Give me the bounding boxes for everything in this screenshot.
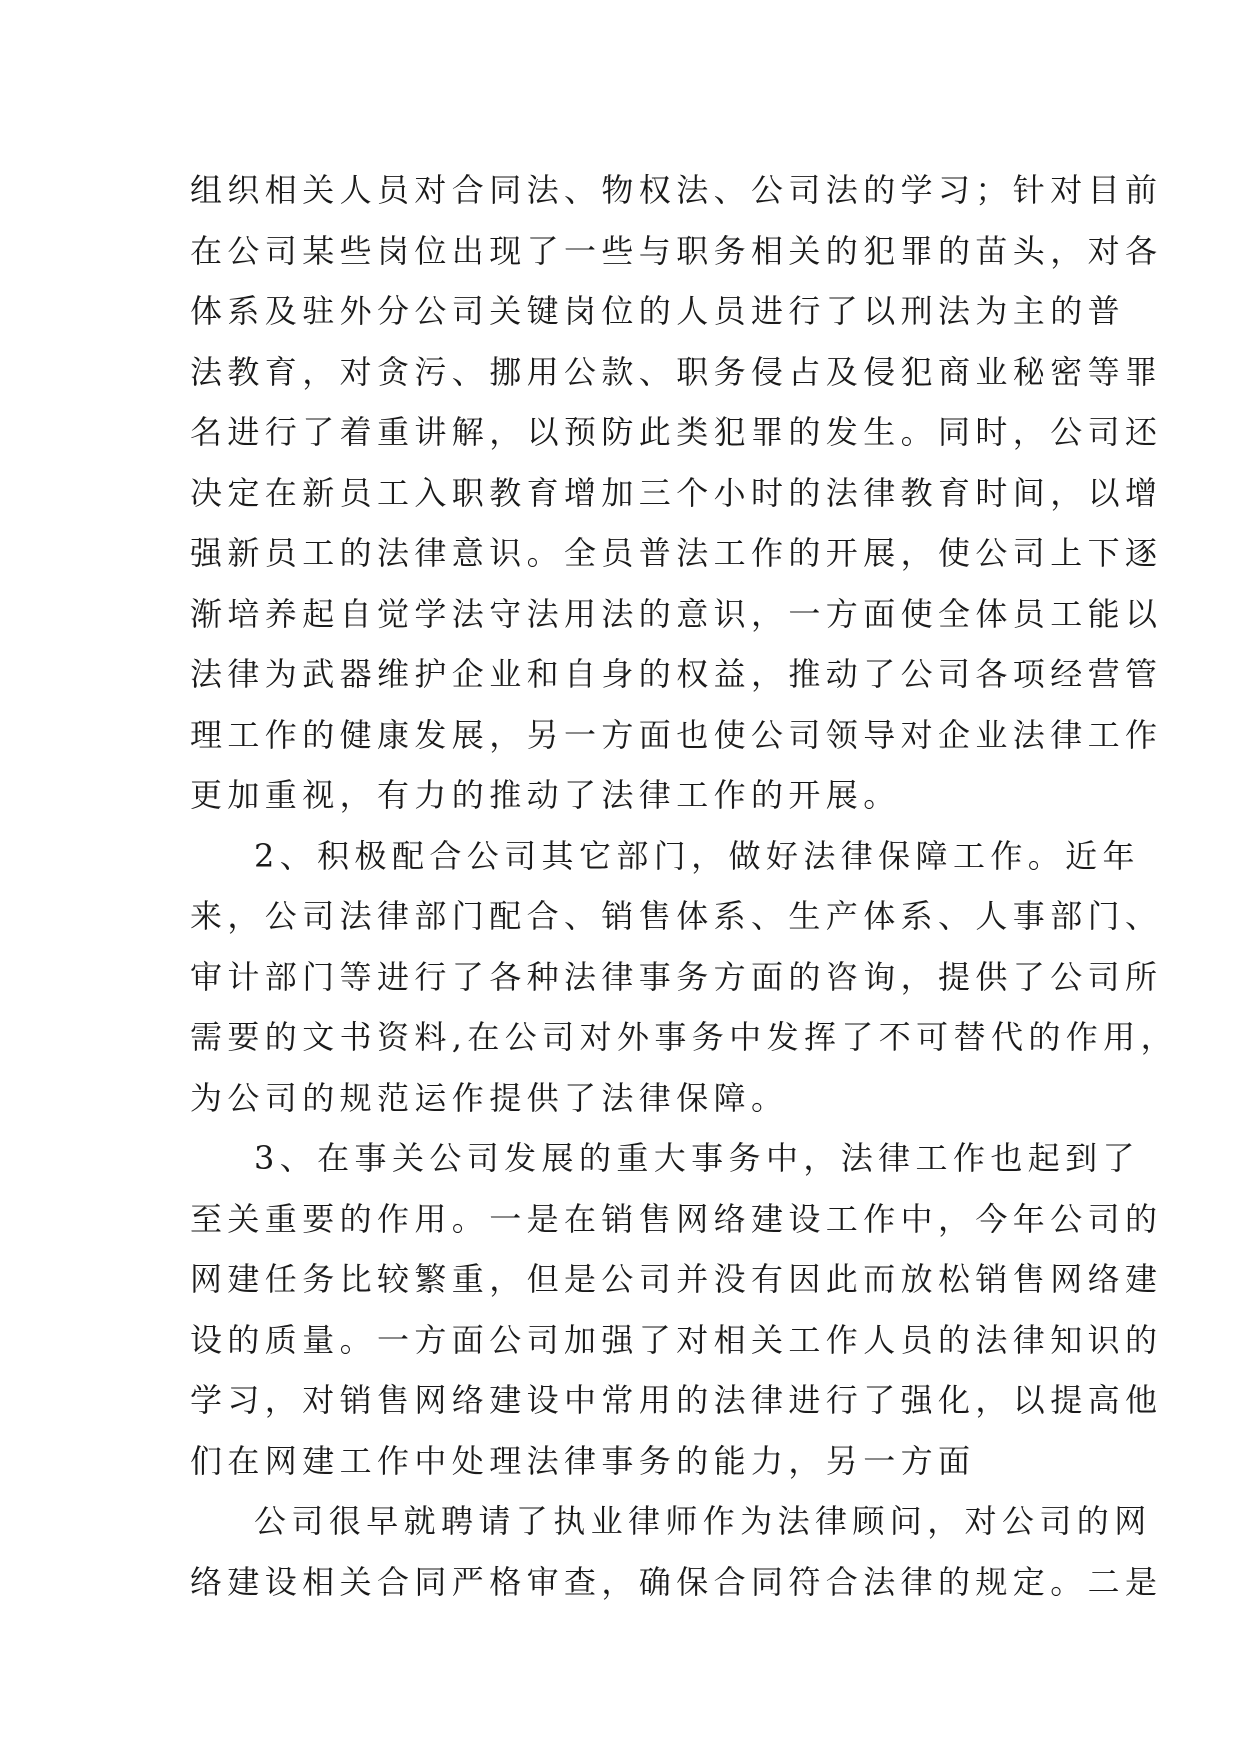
text-line: 更加重视，有力的推动了法律工作的开展。: [190, 776, 901, 814]
text-line: 组织相关人员对合同法、物权法、公司法的学习；针对目前: [190, 171, 1163, 209]
paragraph-start-line: 3、在事关公司发展的重大事务中，法律工作也起到了: [254, 1139, 1140, 1177]
text-line: 为公司的规范运作提供了法律保障。: [190, 1078, 789, 1117]
text-line: 理工作的健康发展，另一方面也使公司领导对企业法律工作: [190, 715, 1163, 754]
paragraph-start-line: 2、积极配合公司其它部门，做好法律保障工作。近年: [254, 836, 1140, 875]
text-line: 至关重要的作用。一是在销售网络建设工作中，今年公司的: [190, 1199, 1163, 1238]
text-line: 网建任务比较繁重，但是公司并没有因此而放松销售网络建: [190, 1260, 1163, 1298]
paragraph-start-line: 公司很早就聘请了执业律师作为法律顾问，对公司的网: [254, 1502, 1152, 1540]
text-line: 法律为武器维护企业和自身的权益，推动了公司各项经营管: [190, 655, 1163, 693]
text-line: 强新员工的法律意识。全员普法工作的开展，使公司上下逐: [190, 534, 1163, 572]
text-line: 设的质量。一方面公司加强了对相关工作人员的法律知识的: [190, 1320, 1163, 1359]
text-line: 法教育，对贪污、挪用公款、职务侵占及侵犯商业秘密等罪: [190, 352, 1163, 391]
text-line: 渐培养起自觉学法守法用法的意识，一方面使全体员工能以: [190, 594, 1163, 633]
text-line: 决定在新员工入职教育增加三个小时的法律教育时间，以增: [190, 473, 1163, 512]
text-line: 需要的文书资料,在公司对外事务中发挥了不可替代的作用，: [190, 1018, 1178, 1056]
text-line: 在公司某些岗位出现了一些与职务相关的犯罪的苗头，对各: [190, 231, 1163, 270]
document-body: [190, 160, 1178, 1612]
text-line: 学习，对销售网络建设中常用的法律进行了强化，以提高他: [190, 1381, 1163, 1419]
text-line: 名进行了着重讲解，以预防此类犯罪的发生。同时，公司还: [190, 413, 1163, 451]
text-line: 来，公司法律部门配合、销售体系、生产体系、人事部门、: [190, 897, 1163, 935]
text-line: 络建设相关合同严格审查，确保合同符合法律的规定。二是: [190, 1562, 1163, 1601]
text-line: 体系及驻外分公司关键岗位的人员进行了以刑法为主的普: [190, 292, 1126, 330]
text-line: 们在网建工作中处理法律事务的能力，另一方面: [190, 1441, 976, 1480]
text-line: 审计部门等进行了各种法律事务方面的咨询，提供了公司所: [190, 957, 1163, 996]
